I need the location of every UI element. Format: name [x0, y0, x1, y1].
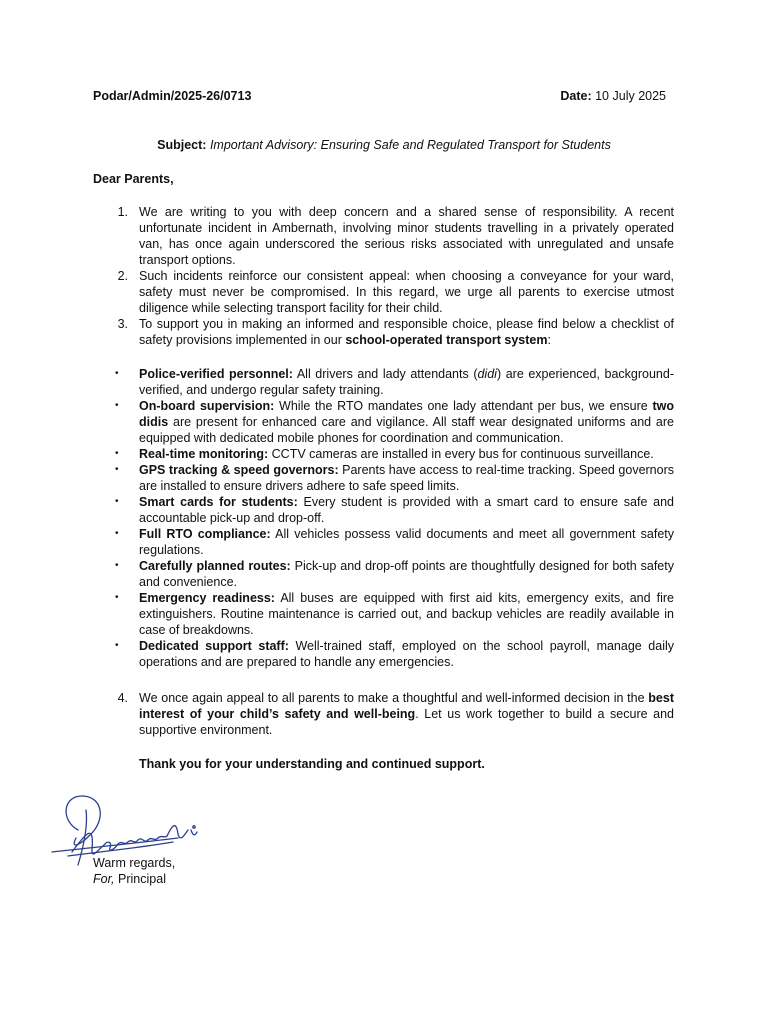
checklist-text — [139, 366, 674, 398]
item-text: We are writing to you with deep concern and a shared sense of responsibility. A recent unfortunate incident in Ambernath, involving minor students travelling in a privately operated van, has once again underscored the serious risks associated with unregulated and unsafe transport options. — [139, 205, 674, 267]
item-text — [139, 316, 674, 348]
checklist-item — [93, 526, 674, 558]
numbered-list — [93, 204, 674, 348]
salutation: Dear Parents, — [93, 172, 174, 186]
checklist-body: Parents have access to real-time tracking. Speed governors are installed to ensure drivers adhere to safe speed limits. — [139, 463, 674, 493]
checklist-heading: Real-time monitoring: — [139, 447, 269, 461]
item-text-part: To support you in making an informed and responsible choice, please find below a checklist of safety provisions implemented in our — [139, 317, 674, 347]
checklist-body: All vehicles possess valid documents and meet all government safety regulations. — [139, 527, 674, 557]
item-text-part: . Let us work together to build a secure and supportive environment. — [139, 707, 674, 737]
signatory-role: Principal — [118, 872, 166, 886]
item-text-emphasis: best interest of your child’s safety and well-being — [139, 691, 674, 721]
checklist-text — [139, 462, 674, 494]
checklist-heading: Full RTO compliance: — [139, 527, 271, 541]
item-text-emphasis: school-operated transport system — [345, 333, 548, 347]
thank-you-line: Thank you for your understanding and continued support. — [139, 757, 485, 771]
numbered-item — [93, 268, 674, 316]
item-text: Such incidents reinforce our consistent appeal: when choosing a conveyance for your ward, safety must never be compromised. In this regard, we urge all parents to exercise utmost diligence while selecting transport facility for their child. — [139, 269, 674, 315]
item-text — [139, 690, 674, 738]
bullet-glyph: • — [115, 400, 119, 411]
subject-line — [0, 137, 768, 153]
checklist-item — [93, 366, 674, 398]
numbered-item — [93, 316, 674, 348]
bullet-glyph: • — [115, 368, 119, 379]
checklist-heading: Dedicated support staff: — [139, 639, 289, 653]
date-label: Date: — [560, 89, 592, 103]
checklist-text — [139, 446, 674, 462]
item-number: 1. — [117, 205, 128, 219]
checklist-text — [139, 558, 674, 590]
checklist-text — [139, 526, 674, 558]
checklist-body: While the RTO mandates one lady attendant per bus, we ensure — [274, 399, 653, 413]
checklist-item — [93, 558, 674, 590]
numbered-item — [93, 204, 674, 268]
checklist-item — [93, 494, 674, 526]
checklist-item — [93, 590, 674, 638]
closing-paragraph — [93, 690, 674, 738]
bullet-glyph: • — [115, 448, 119, 459]
item-text-part: We once again appeal to all parents to make a thoughtful and well-informed decision in the — [139, 691, 649, 705]
bullet-glyph: • — [115, 640, 119, 651]
checklist-item — [93, 446, 674, 462]
for-label: For, — [93, 872, 115, 886]
signoff-block — [93, 855, 175, 887]
checklist-heading: Carefully planned routes: — [139, 559, 291, 573]
item-number: 2. — [117, 269, 128, 283]
letter-header — [93, 88, 666, 104]
checklist-heading: On-board supervision: — [139, 399, 275, 413]
bullet-glyph: • — [115, 528, 119, 539]
checklist-body: CCTV cameras are installed in every bus for continuous surveillance. — [268, 447, 654, 461]
reference-number: Podar/Admin/2025-26/0713 — [93, 89, 252, 103]
signatory-line — [93, 871, 175, 887]
warm-regards: Warm regards, — [93, 856, 176, 870]
checklist-body: Well-trained staff, employed on the school payroll, manage daily operations and are prepared to handle any emergencies. — [139, 639, 674, 669]
checklist-body: All buses are equipped with first aid kits, emergency exits, and fire extinguishers. Routine maintenance is carried out, and backup vehicles are readily available in case of breakdowns. — [139, 591, 674, 637]
checklist-item — [93, 462, 674, 494]
bullet-glyph: • — [115, 464, 119, 475]
checklist-heading: Smart cards for students: — [139, 495, 298, 509]
item-number: 4. — [117, 691, 128, 705]
checklist-text — [139, 590, 674, 638]
checklist-text — [139, 494, 674, 526]
checklist-text — [139, 638, 674, 670]
checklist-body: are present for enhanced care and vigilance. All staff wear designated uniforms and are equipped with dedicated mobile phones for coordination and communication. — [139, 415, 674, 445]
checklist-body: ) are experienced, background-verified, and undergo regular safety training. — [139, 367, 674, 397]
letter-date — [560, 88, 666, 104]
checklist-heading: Emergency readiness: — [139, 591, 275, 605]
checklist-heading: Police-verified personnel: — [139, 367, 293, 381]
checklist-body: All drivers and lady attendants ( — [292, 367, 478, 381]
checklist-body: Every student is provided with a smart card to ensure safe and accountable pick-up and drop-off. — [139, 495, 674, 525]
subject-label: Subject: — [157, 138, 207, 152]
bullet-glyph: • — [115, 560, 119, 571]
item-number: 3. — [117, 317, 128, 331]
checklist-heading: GPS tracking & speed governors: — [139, 463, 339, 477]
checklist-emphasis: two didis — [139, 399, 674, 429]
checklist-text — [139, 398, 674, 446]
checklist-item — [93, 638, 674, 670]
item-text-part: : — [547, 333, 551, 347]
checklist-italic: didi — [477, 367, 497, 381]
checklist-body: Pick-up and drop-off points are thoughtfully designed for both safety and convenience. — [139, 559, 674, 589]
bullet-glyph: • — [115, 592, 119, 603]
date-value: 10 July 2025 — [595, 89, 666, 103]
numbered-item — [93, 690, 674, 738]
bullet-glyph: • — [115, 496, 119, 507]
safety-checklist — [93, 366, 674, 670]
checklist-item — [93, 398, 674, 446]
subject-text: Important Advisory: Ensuring Safe and Regulated Transport for Students — [209, 138, 611, 152]
